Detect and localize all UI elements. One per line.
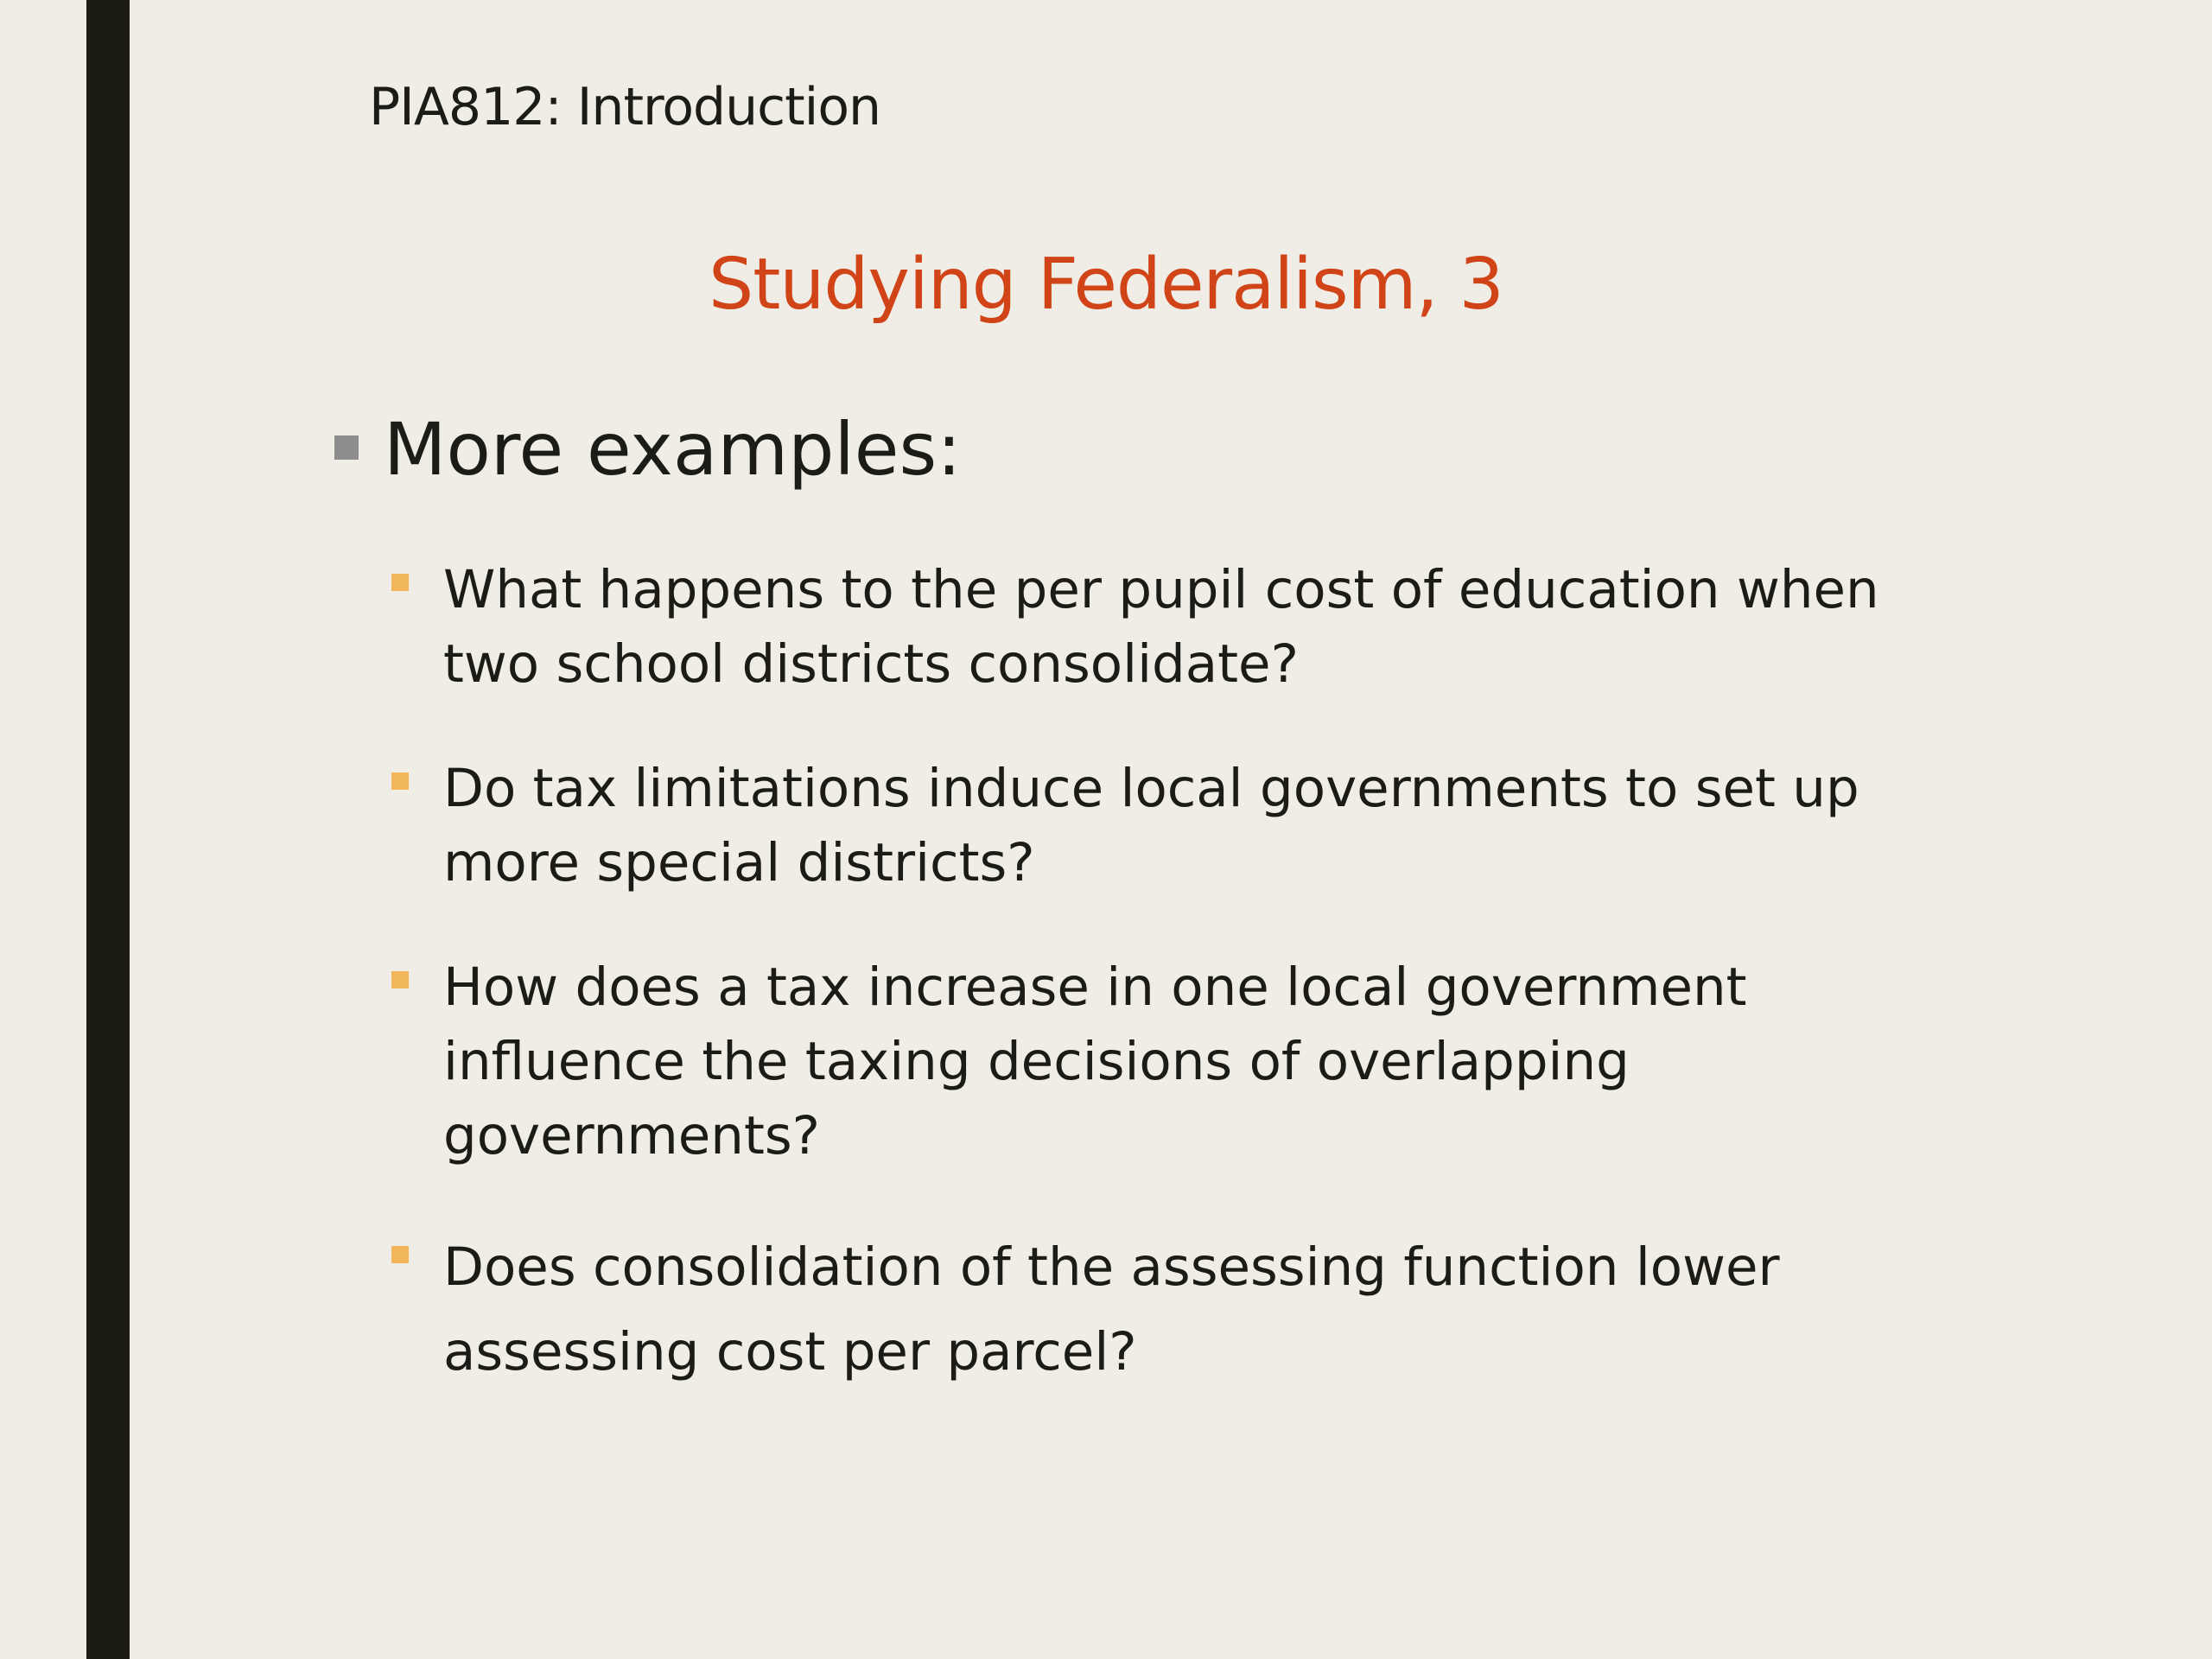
sub-bullet-line: two school districts consolidate? bbox=[443, 633, 1299, 695]
course-header: PIA812: Introduction bbox=[369, 77, 881, 137]
sub-bullet-line: assessing cost per parcel? bbox=[443, 1321, 1137, 1382]
slide-title: Studying Federalism, 3 bbox=[709, 244, 1503, 326]
sub-bullet-line: influence the taxing decisions of overlapping bbox=[443, 1031, 1630, 1092]
sub-bullet-line: What happens to the per pupil cost of education when bbox=[443, 559, 1879, 620]
sub-bullet-text bbox=[443, 950, 1929, 1173]
sub-bullet-text bbox=[443, 752, 1929, 900]
square-bullet-icon bbox=[391, 772, 409, 790]
sub-bullet-line: Do tax limitations induce local governments to set up bbox=[443, 758, 1859, 819]
square-bullet-icon bbox=[334, 435, 359, 460]
sub-bullet-text bbox=[443, 553, 1929, 702]
main-bullet bbox=[334, 406, 1976, 501]
sub-bullet-line: governments? bbox=[443, 1105, 821, 1166]
main-bullet-text: More examples: bbox=[384, 407, 962, 492]
square-bullet-icon bbox=[391, 574, 409, 591]
square-bullet-icon bbox=[391, 1246, 409, 1263]
sub-bullet-line: Does consolidation of the assessing function lower bbox=[443, 1236, 1780, 1298]
left-accent-bar bbox=[86, 0, 130, 1659]
sub-bullet-text bbox=[443, 1225, 1929, 1395]
sub-bullet-line: more special districts? bbox=[443, 832, 1035, 893]
sub-bullet-line: How does a tax increase in one local government bbox=[443, 957, 1747, 1018]
square-bullet-icon bbox=[391, 971, 409, 988]
